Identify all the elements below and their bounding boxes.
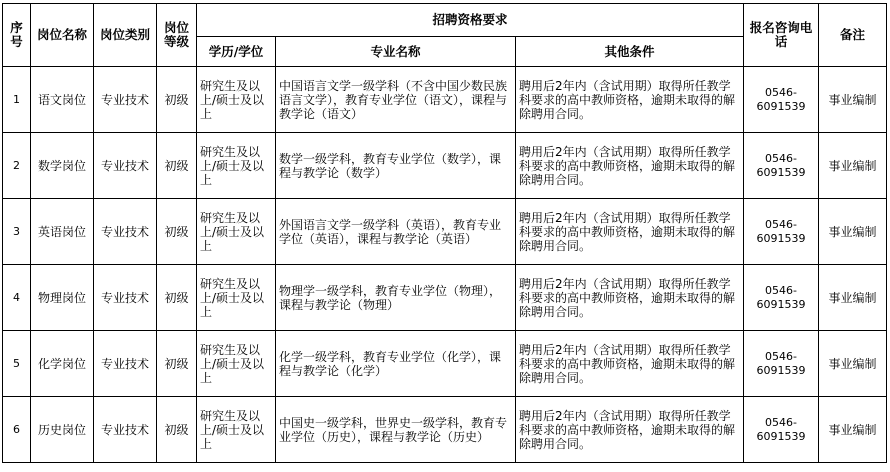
header-requirements: 招聘资格要求 [197,4,744,37]
cell-position-type: 专业技术 [94,265,157,331]
cell-education: 研究生及以上/硕士及以上 [197,331,276,397]
header-row-top [3,4,887,37]
header-other: 其他条件 [516,37,744,67]
header-major: 专业名称 [276,37,516,67]
header-note: 备注 [819,4,887,67]
table-row [3,331,887,397]
cell-note: 事业编制 [819,331,887,397]
cell-phone: 0546-6091539 [744,397,819,463]
cell-other: 聘用后2年内（含试用期）取得所任教学科要求的高中教师资格，逾期未取得的解除聘用合同。 [516,133,744,199]
recruitment-table [2,3,887,463]
cell-position-type: 专业技术 [94,67,157,133]
cell-education: 研究生及以上/硕士及以上 [197,397,276,463]
cell-major: 物理学一级学科，教育专业学位（物理），课程与教学论（物理） [276,265,516,331]
cell-position-level: 初级 [157,397,197,463]
cell-note: 事业编制 [819,67,887,133]
cell-note: 事业编制 [819,199,887,265]
cell-major: 化学一级学科，教育专业学位（化学），课程与教学论（化学） [276,331,516,397]
cell-phone: 0546-6091539 [744,265,819,331]
cell-position-name: 物理岗位 [31,265,94,331]
cell-position-type: 专业技术 [94,397,157,463]
cell-other: 聘用后2年内（含试用期）取得所任教学科要求的高中教师资格，逾期未取得的解除聘用合同。 [516,397,744,463]
cell-other: 聘用后2年内（含试用期）取得所任教学科要求的高中教师资格，逾期未取得的解除聘用合同。 [516,265,744,331]
table-row [3,397,887,463]
cell-other: 聘用后2年内（含试用期）取得所任教学科要求的高中教师资格，逾期未取得的解除聘用合同。 [516,199,744,265]
cell-major: 外国语言文学一级学科（英语），教育专业学位（英语），课程与教学论（英语） [276,199,516,265]
cell-position-level: 初级 [157,133,197,199]
table-row [3,67,887,133]
cell-seq: 3 [3,199,31,265]
cell-note: 事业编制 [819,397,887,463]
cell-position-name: 语文岗位 [31,67,94,133]
header-position-level: 岗位等级 [157,4,197,67]
header-position-name: 岗位名称 [31,4,94,67]
table-row [3,265,887,331]
cell-position-name: 化学岗位 [31,331,94,397]
header-phone: 报名咨询电话 [744,4,819,67]
cell-other: 聘用后2年内（含试用期）取得所任教学科要求的高中教师资格，逾期未取得的解除聘用合同。 [516,67,744,133]
cell-major: 中国语言文学一级学科（不含中国少数民族语言文学），教育专业学位（语文），课程与教学论（语文） [276,67,516,133]
cell-note: 事业编制 [819,133,887,199]
header-position-type: 岗位类别 [94,4,157,67]
cell-seq: 4 [3,265,31,331]
header-education: 学历/学位 [197,37,276,67]
table-row [3,133,887,199]
cell-seq: 6 [3,397,31,463]
cell-position-type: 专业技术 [94,199,157,265]
cell-position-type: 专业技术 [94,133,157,199]
cell-phone: 0546-6091539 [744,67,819,133]
cell-position-level: 初级 [157,199,197,265]
cell-seq: 5 [3,331,31,397]
cell-education: 研究生及以上/硕士及以上 [197,67,276,133]
cell-note: 事业编制 [819,265,887,331]
cell-position-type: 专业技术 [94,331,157,397]
cell-phone: 0546-6091539 [744,331,819,397]
table-row [3,199,887,265]
cell-other: 聘用后2年内（含试用期）取得所任教学科要求的高中教师资格，逾期未取得的解除聘用合同。 [516,331,744,397]
cell-education: 研究生及以上/硕士及以上 [197,133,276,199]
cell-position-level: 初级 [157,265,197,331]
cell-major: 数学一级学科，教育专业学位（数学），课程与教学论（数学） [276,133,516,199]
cell-position-level: 初级 [157,67,197,133]
cell-position-name: 数学岗位 [31,133,94,199]
cell-seq: 2 [3,133,31,199]
cell-education: 研究生及以上/硕士及以上 [197,265,276,331]
cell-position-name: 历史岗位 [31,397,94,463]
cell-seq: 1 [3,67,31,133]
cell-position-level: 初级 [157,331,197,397]
cell-education: 研究生及以上/硕士及以上 [197,199,276,265]
cell-major: 中国史一级学科，世界史一级学科，教育专业学位（历史），课程与教学论（历史） [276,397,516,463]
header-seq: 序号 [3,4,31,67]
cell-position-name: 英语岗位 [31,199,94,265]
cell-phone: 0546-6091539 [744,199,819,265]
cell-phone: 0546-6091539 [744,133,819,199]
